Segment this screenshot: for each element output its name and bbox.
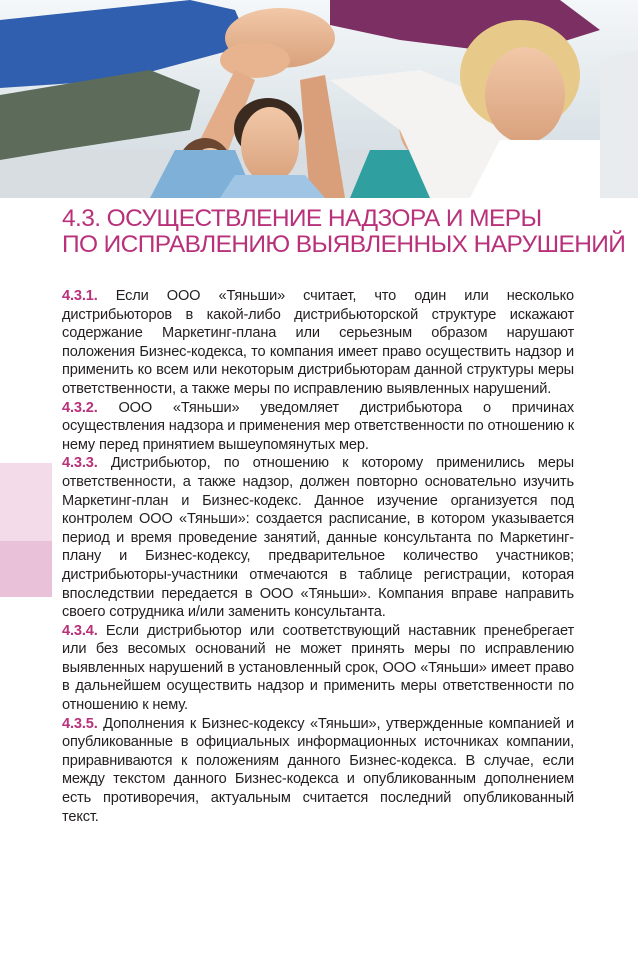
paragraph-number: 4.3.1. — [62, 288, 98, 304]
paragraph-text: Дополнения к Бизнес-кодексу «Тяньши», утвержденные компанией и опубликованные в официальных информационных источниках компании, приравниваются к положениям данного Бизнес-кодекса. В случае, если между текстом данного Бизнес-кодекса и опубликованным дополнением есть противоречия, актуальным считается последний опубликованный текст. — [62, 715, 575, 825]
header-photo — [0, 0, 638, 198]
paragraph-4-3-1 — [62, 287, 574, 399]
paragraph-text: Если дистрибьютор или соответствующий наставник пренебрегает или без весомых оснований не может принять меры по исправлению выявленных нарушений в установленный срок, ООО «Тяньши» имеет право в дальнейшем осуществить надзор и применить меры ответственности по отношению к нему. — [62, 622, 575, 714]
section-body — [62, 287, 574, 826]
side-accent-band-dark — [0, 541, 52, 597]
team-high-five-illustration — [0, 0, 638, 198]
paragraph-text: Если ООО «Тяньши» считает, что один или несколько дистрибьюторов в какой-либо дистрибьюторской структуре искажают содержание Маркетинг-плана или серьезным образом нарушают положения Бизнес-кодекса, то компания имеет право осуществить надзор и применить ко всем или некоторым дистрибьюторам данной структуры меры ответственности, а также меры по исправлению выявленных нарушений. — [62, 288, 574, 397]
paragraph-number: 4.3.3. — [62, 455, 98, 472]
section-heading-line-2: ПО ИСПРАВЛЕНИЮ ВЫЯВЛЕННЫХ НАРУШЕНИЙ — [62, 231, 626, 258]
section-heading — [62, 205, 626, 258]
paragraph-4-3-2 — [62, 399, 574, 455]
paragraph-number: 4.3.2. — [62, 399, 98, 416]
paragraph-text: ООО «Тяньши» уведомляет дистрибьютора о причинах осуществления надзора и применения мер ответственности по отношению к нему перед принятием вышеупомянутых мер. — [62, 399, 574, 453]
paragraph-4-3-5 — [62, 715, 574, 827]
side-accent-band-light — [0, 463, 52, 541]
section-heading-line-1: 4.3. ОСУЩЕСТВЛЕНИЕ НАДЗОРА И МЕРЫ — [62, 205, 542, 232]
paragraph-4-3-3 — [62, 454, 574, 621]
paragraph-text: Дистрибьютор, по отношению к которому применились меры ответственности, а также надзор, должен повторно основательно изучить Маркетинг-план и Бизнес-кодекс. Данное изучение организуется под контролем ООО «Тяньши»: создается расписание, в котором указывается период и время проведение занятий, данные консультанта по Маркетинг-плану и Бизнес-кодексу, предварительное количество участников; дистрибьюторы-участники отмечаются в таблице регистрации, которая впоследствии передается в ООО «Тяньши». Компания вправе направить своего сотрудника и/или заменить консультанта. — [62, 455, 574, 621]
paragraph-number: 4.3.5. — [62, 715, 98, 732]
paragraph-number: 4.3.4. — [62, 622, 98, 639]
paragraph-4-3-4 — [62, 622, 574, 715]
